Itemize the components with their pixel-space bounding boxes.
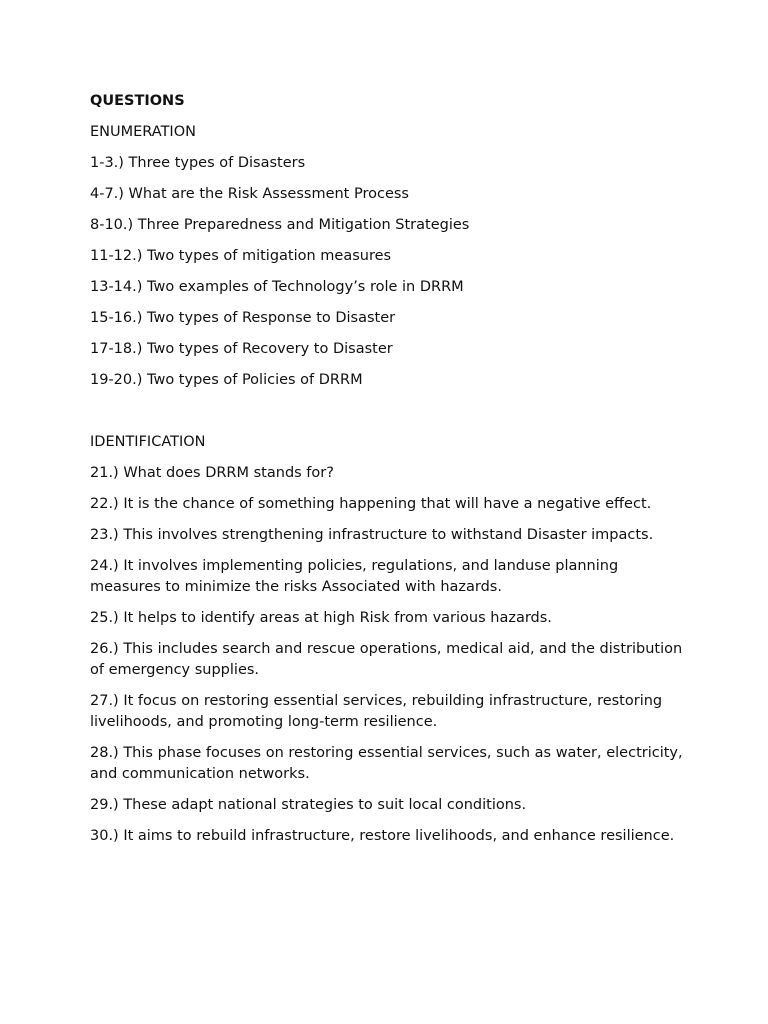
- question-item: 21.) What does DRRM stands for?: [90, 465, 334, 481]
- question-item: 8-10.) Three Preparedness and Mitigation Strategies: [90, 217, 470, 233]
- question-item: 26.) This includes search and rescue operations, medical aid, and the distribution of emergency supplies.: [90, 641, 683, 678]
- question-item: 30.) It aims to rebuild infrastructure, restore livelihoods, and enhance resilience.: [90, 828, 675, 844]
- question-item: 11-12.) Two types of mitigation measures: [90, 248, 392, 264]
- question-item: 1-3.) Three types of Disasters: [90, 155, 306, 171]
- question-item: 17-18.) Two types of Recovery to Disaster: [90, 341, 393, 357]
- question-item: 13-14.) Two examples of Technology’s role in DRRM: [90, 279, 464, 295]
- question-item: 15-16.) Two types of Response to Disaster: [90, 310, 396, 326]
- question-item: 19-20.) Two types of Policies of DRRM: [90, 372, 363, 388]
- question-item: 25.) It helps to identify areas at high Risk from various hazards.: [90, 610, 552, 626]
- question-item: 24.) It involves implementing policies, regulations, and landuse planning measures to minimize the risks Associated with hazards.: [90, 558, 619, 595]
- question-item: 27.) It focus on restoring essential services, rebuilding infrastructure, restoring livelihoods, and promoting long-term resilience.: [90, 693, 663, 730]
- question-item: 4-7.) What are the Risk Assessment Process: [90, 186, 409, 202]
- question-item: 22.) It is the chance of something happening that will have a negative effect.: [90, 496, 652, 512]
- section-heading-enumeration: ENUMERATION: [90, 124, 196, 140]
- document-title: QUESTIONS: [90, 93, 185, 109]
- question-item: 29.) These adapt national strategies to suit local conditions.: [90, 797, 527, 813]
- question-item: 28.) This phase focuses on restoring essential services, such as water, electricity, and communication networks.: [90, 745, 683, 782]
- document-page: [90, 91, 690, 857]
- section-spacer: [90, 401, 690, 432]
- question-item: 23.) This involves strengthening infrastructure to withstand Disaster impacts.: [90, 527, 654, 543]
- section-heading-identification: IDENTIFICATION: [90, 434, 206, 450]
